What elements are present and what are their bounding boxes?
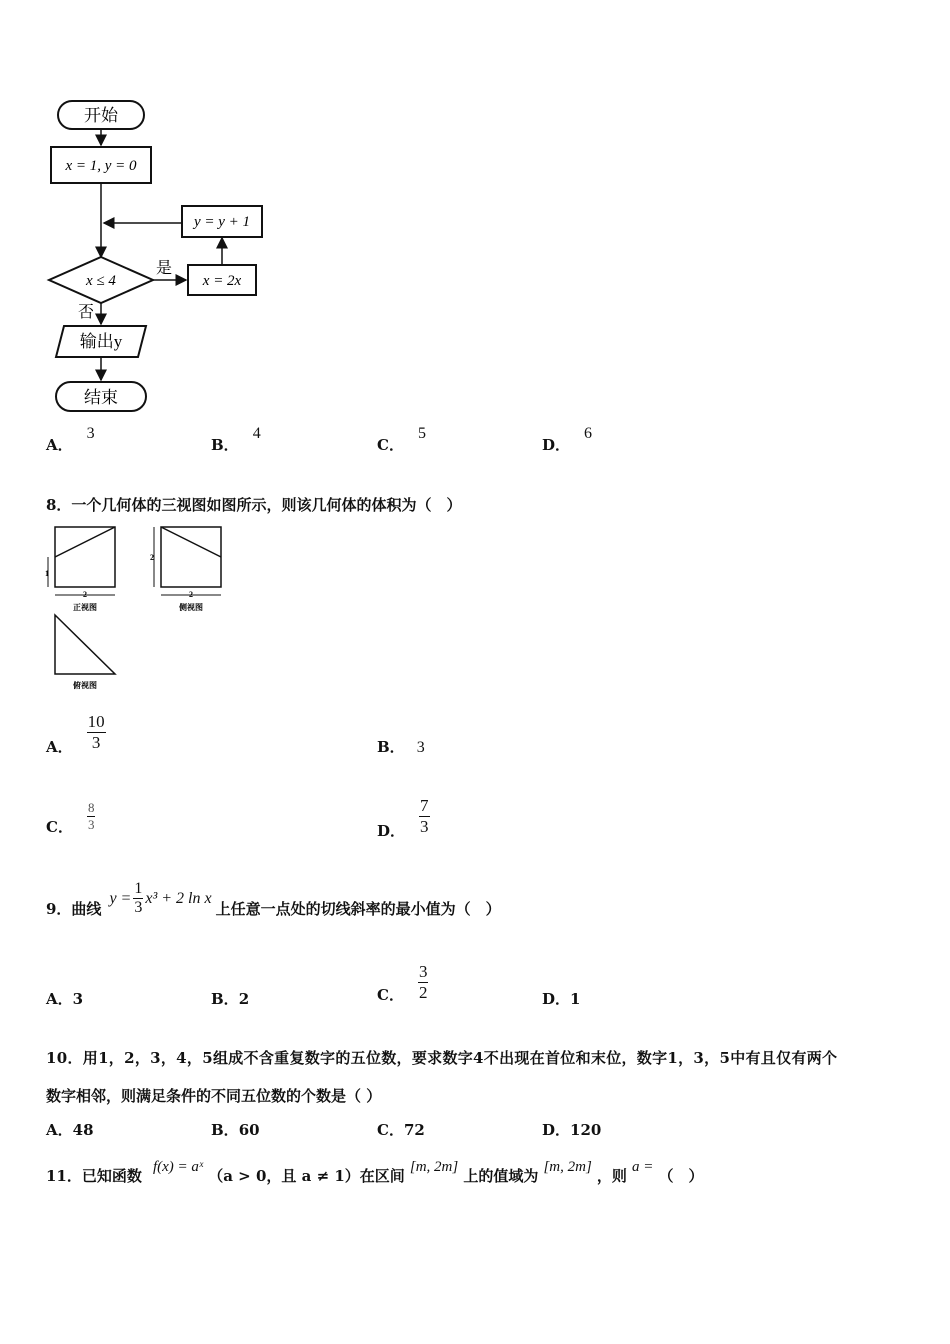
q8-option-d[interactable]: D． $\frac{7}{3}$ [377,796,429,840]
end-label: 结束 [84,388,118,407]
front-view-label: 正视图 [73,603,97,612]
q9-text: 9．曲线 y = $\frac{1}{3}$ x³ + 2 ln x 上任意一点处的切线斜率的最小值为（ ） [46,880,501,918]
init-label: x = 1, y = 0 [65,158,137,174]
q9-option-c[interactable]: C． $\frac{3}{2}$ [377,962,428,1004]
front-view [55,527,115,587]
top-view-label: 俯视图 [73,681,97,690]
q10-text-line2: 数字相邻，则满足条件的不同五位数的个数是（ ） [46,1087,382,1105]
step1-label: x = 2x [202,273,242,289]
side-dim-2v: 2 [150,553,154,562]
top-view [55,615,115,674]
q7-option-a[interactable]: A．3 [46,425,95,454]
flowchart [40,95,280,425]
step2-label: y = y + 1 [193,214,251,230]
condition-label: x ≤ 4 [86,273,116,289]
front-dim-1: 1 [45,569,49,578]
q11-text: 11．已知函数 f(x) = aˣ （a > 0，且 a ≠ 1）在区间 [m, 2m] 上的值域为 [m, 2m] ，则 a = （ ） [46,1159,704,1185]
yes-label: 是 [156,260,173,277]
three-views-figure [40,520,240,695]
start-label: 开始 [84,106,118,125]
q7-option-c[interactable]: C．5 [377,425,426,454]
output-label: 输出y [79,332,123,351]
q8-option-a[interactable]: A． $\frac{10}{3}$ [46,712,105,756]
q7-option-b[interactable]: B．4 [211,425,261,454]
q9-option-b[interactable]: B．2 [211,990,250,1008]
q8-option-c[interactable]: C． $\frac{8}{3}$ [46,800,95,836]
q10-option-b[interactable]: B．60 [211,1121,260,1139]
no-label: 否 [78,304,95,321]
q9-option-d[interactable]: D．1 [542,990,581,1008]
side-dim-2h: 2 [189,590,193,599]
q7-option-d[interactable]: D．6 [542,425,593,454]
side-view [161,527,221,587]
front-dim-2: 2 [83,590,87,599]
q10-option-d[interactable]: D．120 [542,1121,602,1139]
q10-text-line1: 10．用1，2，3，4，5组成不含重复数字的五位数，要求数字4不出现在首位和末位，数字1，3，5中有且仅有两个 [46,1049,838,1067]
q10-option-c[interactable]: C．72 [377,1121,425,1139]
q10-option-a[interactable]: A．48 [46,1121,94,1139]
q9-option-a[interactable]: A．3 [46,990,84,1008]
side-view-label: 侧视图 [179,603,203,612]
q8-text: 8．一个几何体的三视图如图所示，则该几何体的体积为（ ） [46,496,462,514]
q8-option-b[interactable]: B． 3 [377,738,425,756]
